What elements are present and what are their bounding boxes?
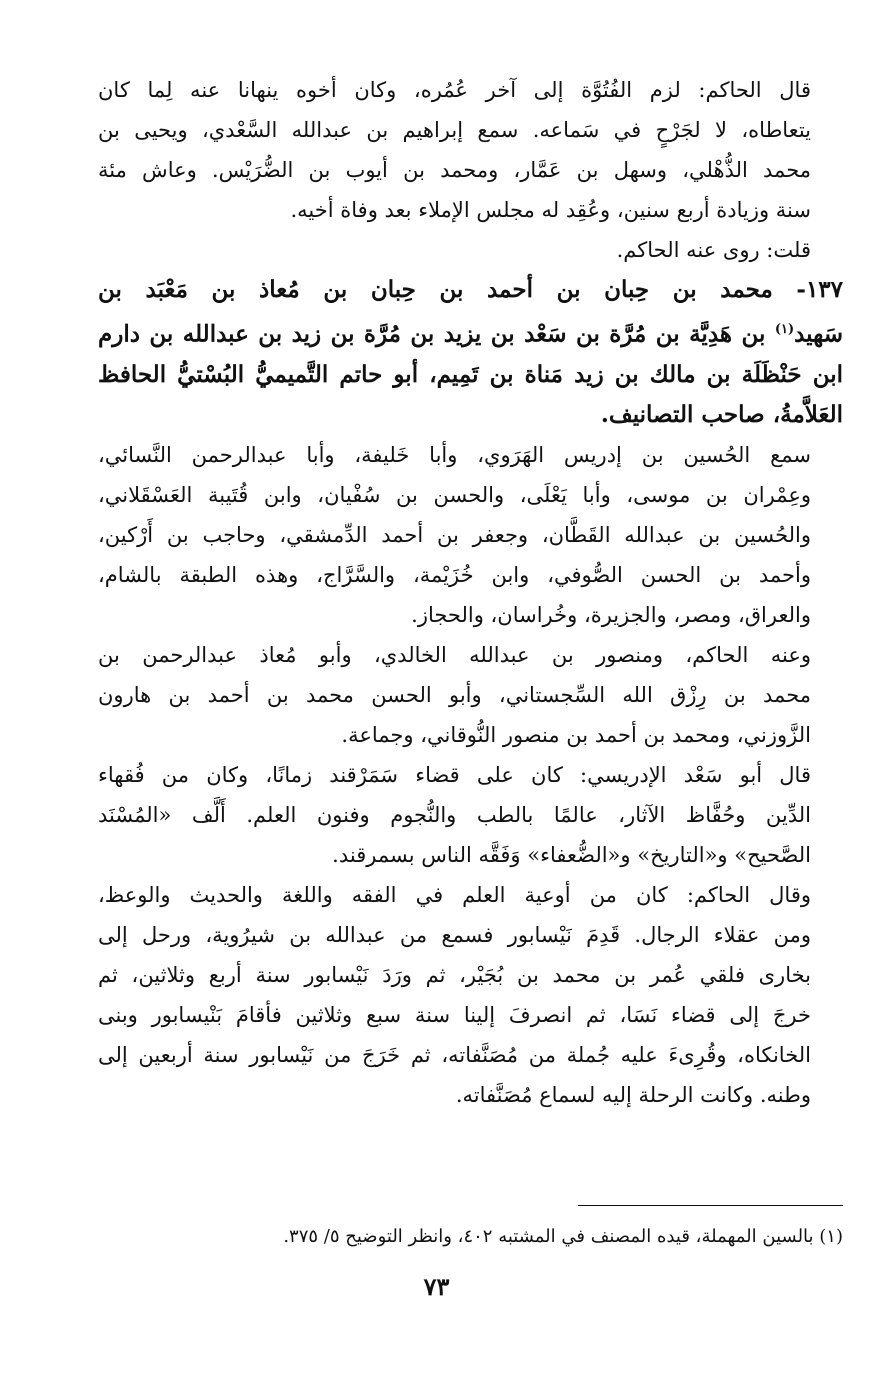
text-line: الزَّوزني، ومحمد بن أحمد بن منصور النُّوقاني، وجماعة. [341, 722, 811, 747]
entry-line: ابن حَنْظَلَة بن مالك بن زيد مَناة بن تَمِيم، أبو حاتم التَّميميُّ البُسْتيُّ الحافظ [98, 360, 843, 388]
entry-line: العَلاَّمةُ، صاحب التصانيف. [600, 400, 843, 428]
entry-line-start: سَهيد [794, 320, 843, 348]
text-line: محمد الذُّهْلي، وسهل بن عَمَّار، ومحمد بن أيوب بن الضُّرَيْس. وعاش مئة [98, 158, 811, 182]
text-line: بخارى فلقي عُمر بن محمد بن بُجَيْر، ثم ورَدَ نَيْسابور سنة أربع وثلاثين، ثم [98, 962, 811, 987]
footnote-separator [578, 1205, 843, 1206]
text-line: سمع الحُسين بن إدريس الهَرَوي، وأبا خَليفة، وأبا عبدالرحمن النَّسائي، [98, 442, 811, 467]
text-line: الخانكاه، وقُرِىءَ عليه جُملة من مُصَنَّفاته، ثم خَرَجَ من نَيْسابور سنة أربعين إلى [98, 1042, 811, 1067]
text-line: وعنه الحاكم، ومنصور بن عبدالله الخالدي، وأبو مُعاذ عبدالرحمن بن [98, 642, 811, 667]
entry-line [98, 310, 843, 355]
text-line: والحُسين بن عبدالله القَطَّان، وجعفر بن أحمد الدِّمشقي، وحاجب بن أَرْكين، [98, 522, 811, 547]
text-line: قال أبو سَعْد الإدريسي: كان على قضاء سَمَرْقند زمانًا، وكان من فُقهاء [98, 762, 811, 787]
biography-entry-heading [98, 270, 843, 435]
text-line: قلت: روى عنه الحاكم. [616, 238, 811, 262]
text-line: وطنه. وكانت الرحلة إليه لسماع مُصَنَّفاته. [455, 1082, 811, 1107]
page-number: ٧٣ [423, 1272, 450, 1301]
paragraph-students [98, 635, 843, 755]
text-line: وقال الحاكم: كان من أوعية العلم في الفقه واللغة والحديث والوعظ، [98, 882, 811, 907]
text-line: وعِمْران بن موسى، وأبا يَعْلَى، والحسن بن سُفْيان، وابن قُتَيبة العَسْقَلاني، [98, 482, 811, 507]
page-body [98, 70, 843, 1115]
paragraph-author-note [98, 230, 843, 270]
paragraph-idrisi [98, 755, 843, 875]
text-line: محمد بن رِزْق الله السِّجستاني، وأبو الحسن محمد بن أحمد بن هارون [98, 682, 811, 707]
text-line: ومن عقلاء الرجال. قَدِمَ نَيْسابور فسمع من عبدالله بن شيرُوية، ورحل إلى [98, 922, 811, 947]
text-line: يتعاطاه، لا لجَرْحٍ في سَماعه. سمع إبراهيم بن عبدالله السَّعْدي، ويحيى بن [98, 118, 811, 142]
text-line: الدِّين وحُفَّاظ الآثار، عالمًا بالطب والنُّجوم وفنون العلم. أَلَّف «المُسْنَد [98, 802, 811, 827]
text-line: خرجَ إلى قضاء نَسَا، ثم انصرفَ إلينا سنة سبع وثلاثين فأقامَ بَنْيسابور وبنى [98, 1002, 811, 1027]
text-line: وأحمد بن الحسن الصُّوفي، وابن خُزَيْمة، والسَّرَّاج، وهذه الطبقة بالشام، [98, 562, 811, 587]
text-line: والعراق، ومصر، والجزيرة، وخُراسان، والحجاز. [411, 602, 811, 627]
text-line: الصَّحيح» و«التاريخ» و«الضُّعفاء» وَفَقَّه الناس بسمرقند. [332, 842, 811, 867]
paragraph-teachers [98, 435, 843, 635]
footnote: (١) بالسين المهملة، قيده المصنف في المشتبه ٤٠٢، وانظر التوضيح ٥/ ٣٧٥. [283, 1226, 843, 1247]
footnote-reference: (١) [774, 322, 795, 337]
paragraph-hakim-brother [98, 70, 843, 230]
entry-line-rest: بن هَدِيَّة بن مُرَّة بن سَعْد بن يزيد بن مُرَّة بن زيد بن عبدالله بن دارم [98, 320, 775, 348]
text-line: سنة وزيادة أربع سنين، وعُقِد له مجلس الإملاء بعد وفاة أخيه. [290, 198, 811, 222]
paragraph-hakim-praise [98, 875, 843, 1115]
text-line: قال الحاكم: لزم الفُتُوَّة إلى آخر عُمُره، وكان أخوه ينهانا عنه لِما كان [98, 78, 811, 102]
entry-line: ١٣٧- محمد بن حِبان بن أحمد بن حِبان بن مُعاذ بن مَعْبَد بن [98, 276, 843, 303]
